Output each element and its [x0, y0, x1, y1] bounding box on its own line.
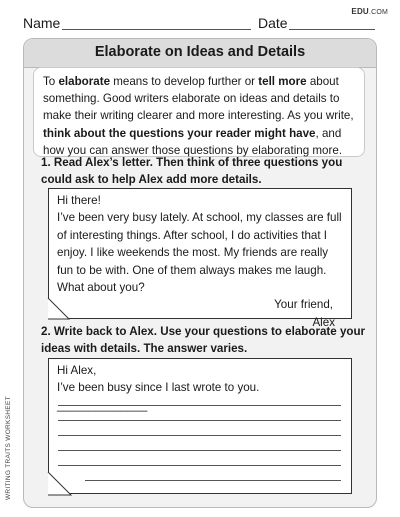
writing-line[interactable]: [58, 405, 341, 406]
question-1: 1. Read Alex’s letter. Then think of three questions you could ask to help Alex add more details.: [41, 156, 343, 186]
name-line[interactable]: [62, 29, 251, 30]
date-line[interactable]: [289, 29, 375, 30]
letter-closing: Your friend,: [274, 298, 333, 312]
intro-bold: elaborate: [58, 75, 111, 88]
intro-text: about something. Good writers elaborate on ideas and details to make their writing clearer and more interesting. As you write,: [43, 75, 354, 123]
letter-greeting: Hi there!: [57, 194, 101, 207]
writing-line[interactable]: [85, 480, 341, 481]
date-label: Date: [258, 15, 288, 31]
writing-line[interactable]: [58, 420, 341, 421]
writing-line[interactable]: [58, 465, 341, 466]
title-bar: [24, 39, 376, 68]
question-2: 2. Write back to Alex. Use your questions to elaborate your ideas with details. The answer varies.: [41, 325, 366, 355]
reply-fold-corner: [47, 471, 73, 497]
name-label: Name: [23, 15, 61, 31]
letter-signature: Alex: [312, 315, 335, 329]
brand-name: EDU: [351, 7, 369, 16]
intro-text: To: [43, 75, 59, 88]
intro-bold: think about the questions your reader might have: [43, 126, 316, 140]
letter-fold-corner: [47, 297, 71, 323]
intro-text: , and how you can answer those questions by elaborating more.: [43, 126, 343, 157]
intro-bold: tell more: [258, 75, 307, 88]
brand-suffix: .COM: [368, 9, 388, 16]
intro-box: [33, 67, 365, 157]
alex-letter: [48, 188, 352, 329]
writing-line[interactable]: [58, 450, 341, 451]
side-label: WRITING TRAITS WORKSHEET: [5, 396, 12, 500]
page-title: Elaborate on Ideas and Details: [94, 44, 306, 60]
writing-line[interactable]: [58, 435, 341, 436]
letter-body: I’ve been very busy lately. At school, my classes are full of interesting things. After school, I do activities that I enjoy. I like weekends the most. My friends are really fun to be with. One of them always makes me laugh. What about you?: [57, 211, 342, 295]
brand-logo: [351, 7, 388, 16]
reply-first-line: I’ve been busy since I last wrote to you. ______________: [57, 381, 260, 412]
reply-greeting: Hi Alex,: [57, 364, 97, 377]
reply-letter[interactable]: [48, 358, 352, 494]
intro-text: means to develop further or: [110, 75, 259, 88]
